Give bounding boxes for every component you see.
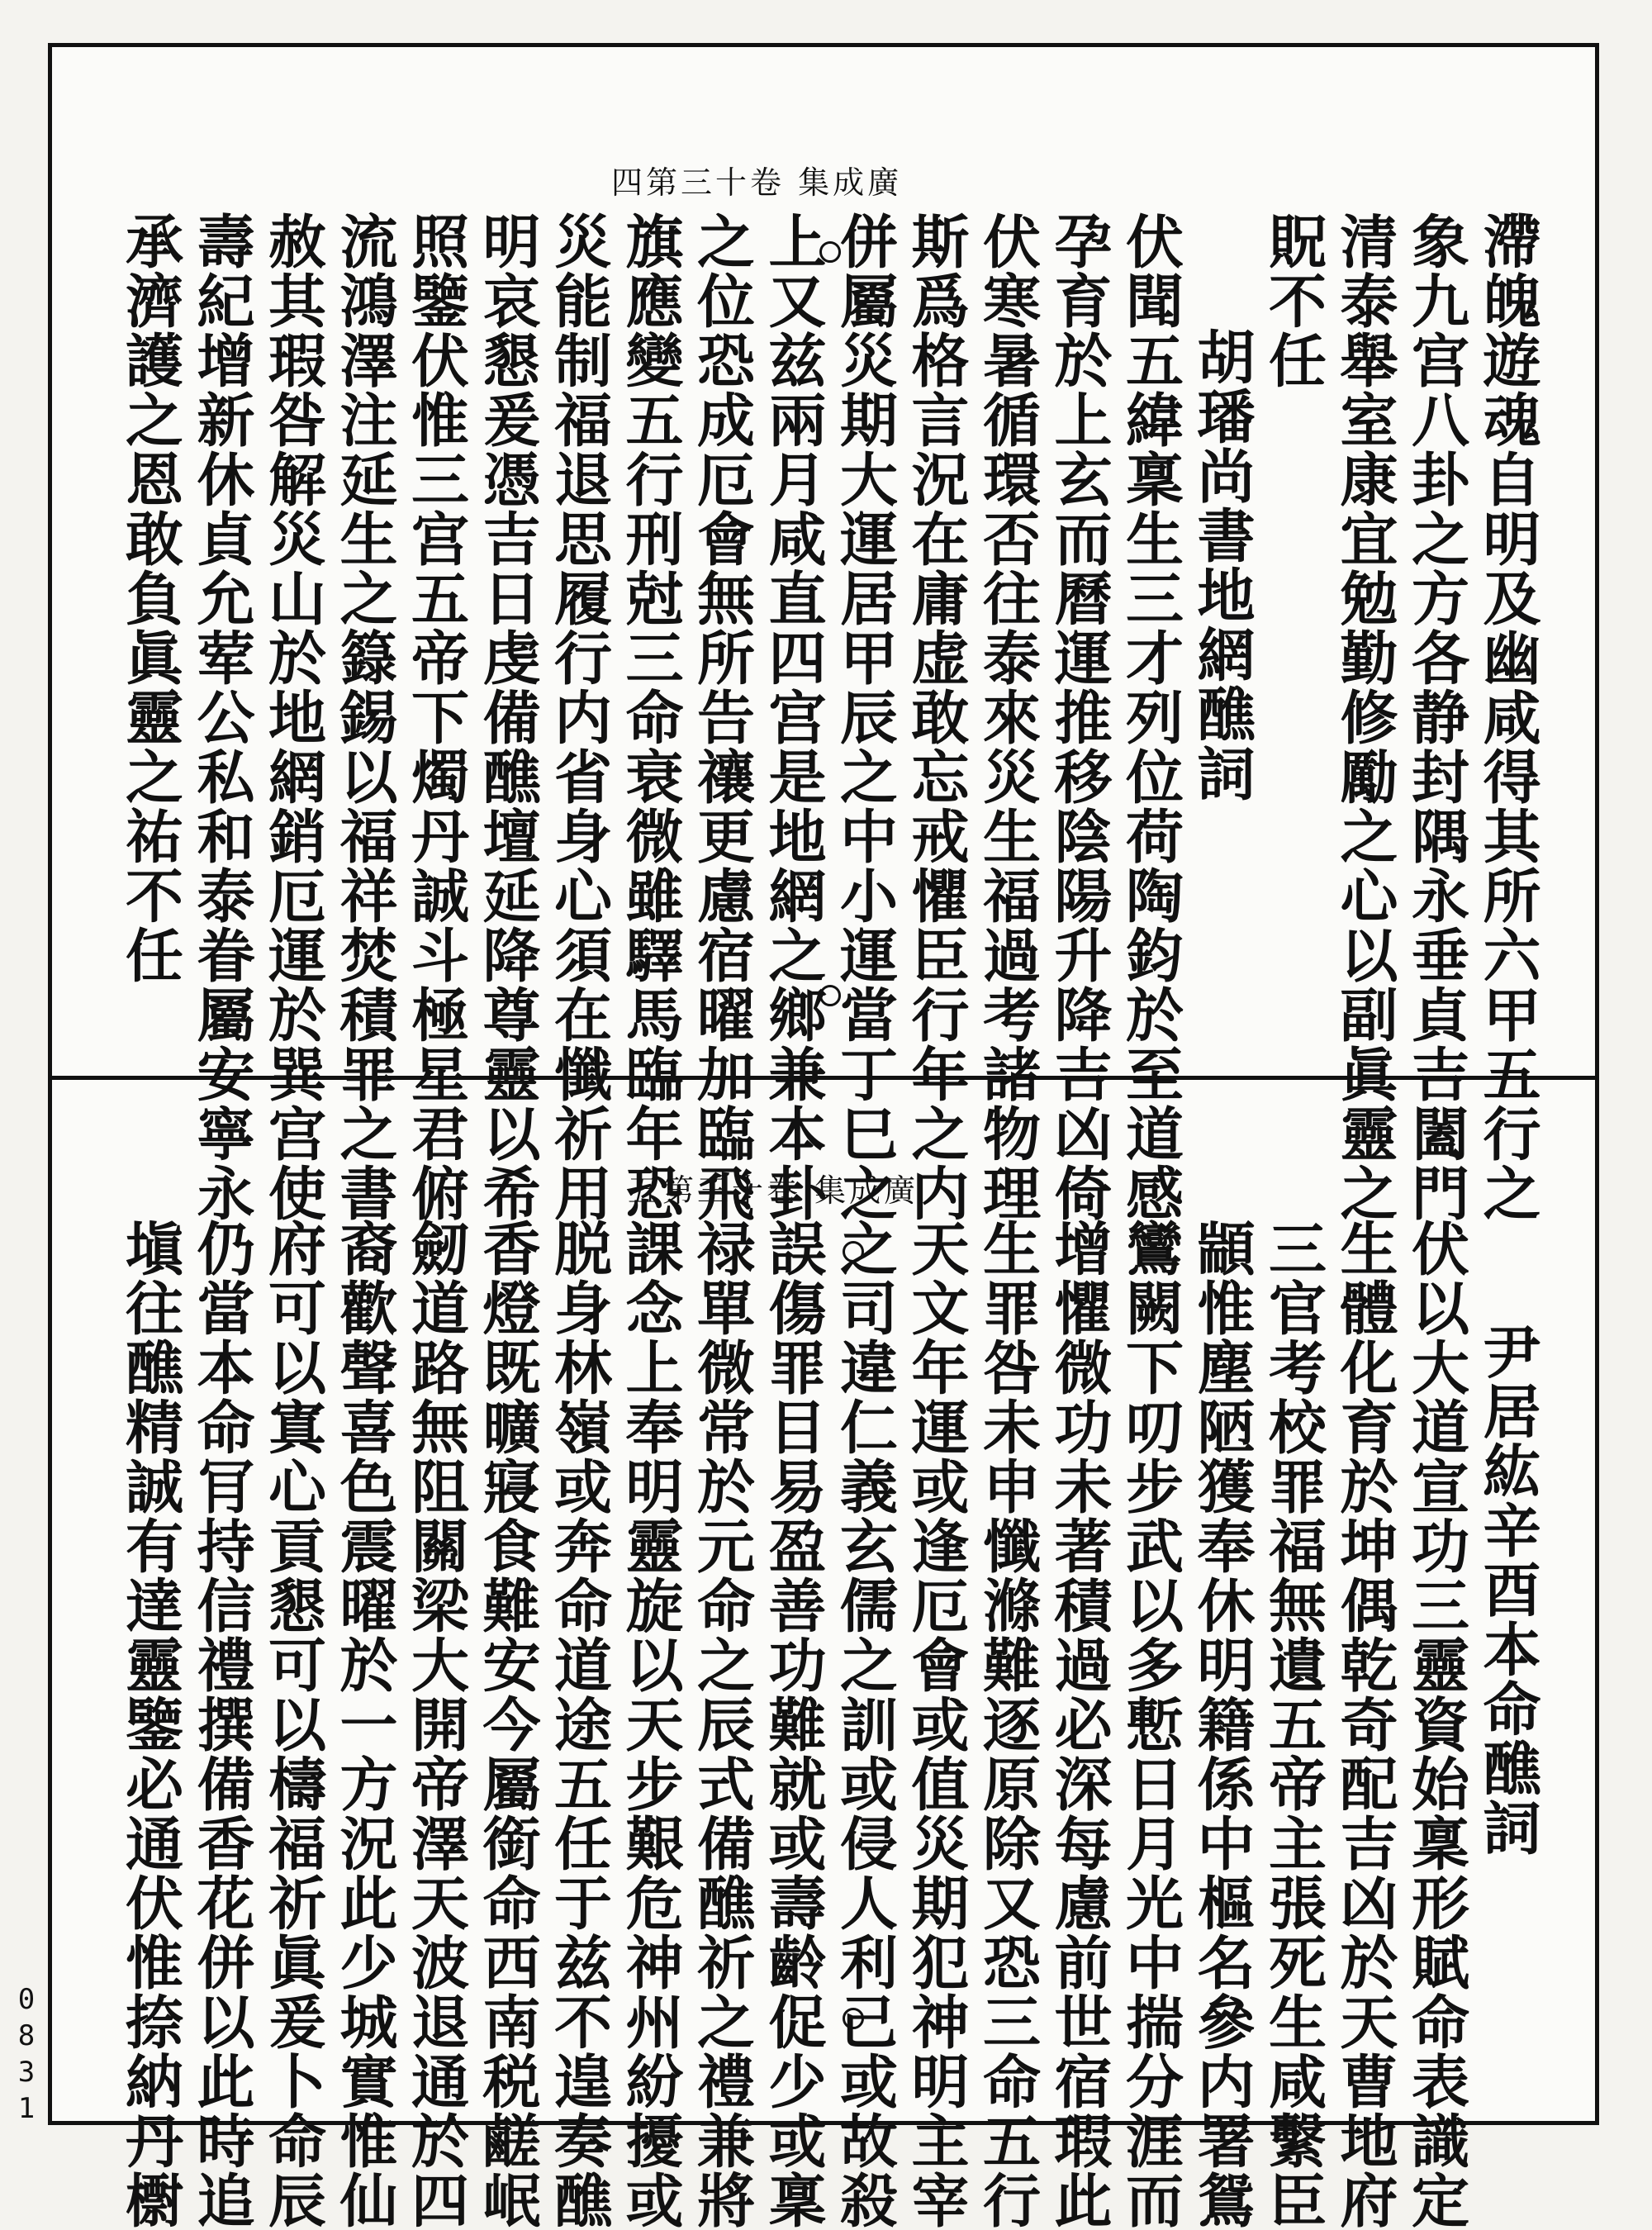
text-column: 胡璠尚書地網醮詞 [1188,327,1256,803]
marker-circle [843,1241,864,1262]
text-column: 課念上奉明靈旋以天步艱危神州紛擾或 [616,1219,685,2230]
text-column: 赦其瑕咎解災山於地網銷厄運於巽宫使 [259,212,328,1223]
text-column: 伏聞五緯稟生三才列位荷陶鈞於至道感 [1116,212,1185,1223]
text-column: 鸞闕下叨步武以多慙日月光中揣分涯而 [1116,1219,1185,2230]
text-column: 流鴻澤注延生之籙錫以福祥焚積罪之書 [330,212,399,1223]
text-column: 生體化育於坤偶乾奇配吉凶於天曹地府 [1331,1219,1399,2230]
top-panel-header: 廣成集 卷十三第四 [611,164,903,201]
text-column: 香燈既曠寢食難安今屬銜命西南税鹺岷 [473,1219,542,2230]
text-column: 清泰舉室康宜勉勤修勵之心以副眞靈之 [1331,212,1399,1223]
text-column: 壽紀增新休貞允荤公私和泰眷屬安寧永 [188,212,256,1223]
text-column: 伏寒暑循環否往泰來災生福過考諸物理 [973,212,1042,1223]
page-number: 0831 [10,1983,43,2128]
text-column: 禄單微常於元命之辰式備醮祈之禮兼將 [687,1219,757,2230]
text-column: 併屬災期大運居甲辰之中小運當丁巳之 [830,212,900,1223]
text-column: 旗應變五行刑尅三命衰微雖驛馬臨年恐 [616,212,685,1223]
bottom-panel-header: 廣成集 卷十三第五 [628,1172,919,1209]
text-column: 增懼微功未著積過必深每慮前世宿瑕此 [1045,1219,1113,2230]
text-column: 塡往醮精誠有達靈鑒必通伏惟捺納丹㯹 [116,1219,185,2230]
text-column: 承濟護之恩敢負眞靈之祐不任 [116,212,185,985]
text-column: 之司違仁義玄儒之訓或侵人利己或故殺 [830,1219,900,2230]
text-column: 脱身林嶺或奔命道途五任于兹不遑奏醮 [544,1219,614,2230]
text-column: 仍當本命肎持信禮撰備香花併以此時追 [188,1219,256,2230]
text-column: 天文年運或逢厄會或值災期犯神明主宰 [902,1219,971,2230]
text-column: 誤傷罪目易盈善功難就或壽齡促少或稟 [759,1219,828,2230]
text-column: 三官考校罪福無遺五帝主張死生咸繫臣 [1259,1219,1328,2230]
text-column: 裔歡聲喜色震曜於一方況此少城實惟仙 [330,1219,399,2230]
text-column: 孕育於上玄而曆運推移陰陽升降吉凶倚 [1045,212,1113,1223]
text-column: 貺不任 [1259,212,1328,390]
text-column: 滯魄遊魂自明及幽咸得其所六甲五行之 [1474,212,1542,1223]
text-column: 生罪咎未申懺滌難逐原除又恐三命五行 [973,1219,1042,2230]
text-column: 明哀懇爰憑吉日虔備醮壇延降尊靈以希 [473,212,542,1223]
text-column: 顓惟塵陋獲奉休明籍係中樞名參内署鴛 [1188,1219,1256,2230]
text-column: 斯爲格言況在庸虚敢忘戒懼臣行年之内 [902,212,971,1223]
text-column: 府可以寘心貢懇可以檮福祈眞爰卜命辰 [259,1219,328,2230]
text-column: 災能制福退思履行内省身心須在懺祈用 [544,212,614,1223]
marker-circle [819,241,841,263]
text-column: 劒道路無阻關梁大開帝澤天波退通於四 [401,1219,471,2230]
text-column: 伏以大道宣功三靈資始稟形賦命表識定 [1402,1219,1471,2230]
marker-circle [843,2008,864,2029]
text-column: 象九宫八卦之方各静封隅永垂貞吉闔門 [1402,212,1471,1223]
text-column: 之位恐成厄會無所告禳更慮宿曜加臨飛 [687,212,757,1223]
text-column: 照鑒伏惟三宫五帝下燭丹誠斗極星君俯 [401,212,471,1223]
text-column: 尹居紘辛酉本命醮詞 [1474,1322,1542,1857]
text-column: 上又兹兩月咸直四宫是地網之鄉兼本卦 [759,212,828,1223]
marker-circle [819,985,841,1006]
